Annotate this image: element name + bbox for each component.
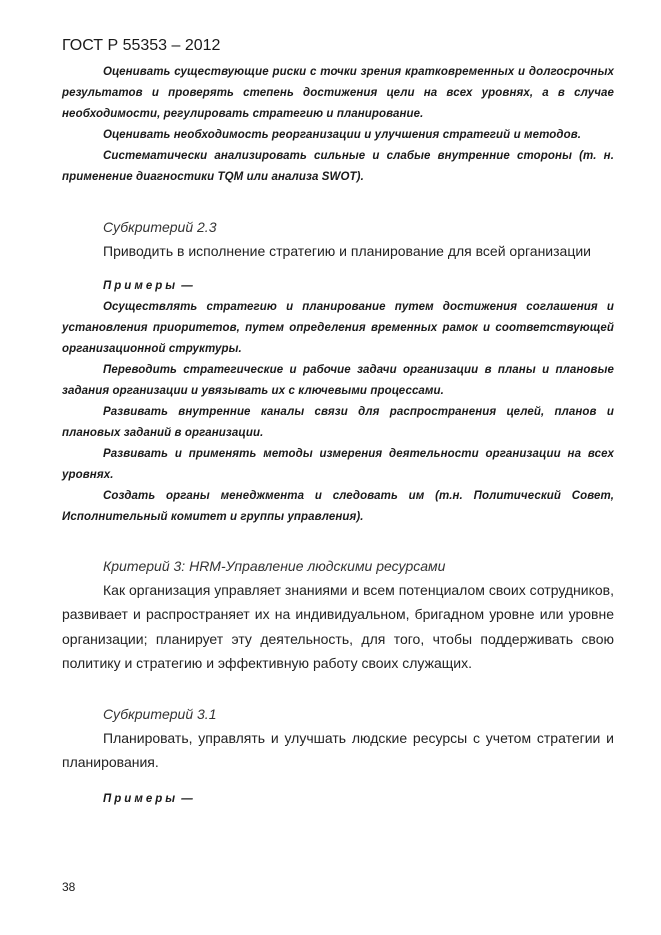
document-header: ГОСТ Р 55353 – 2012: [62, 37, 221, 54]
paragraph-assess-risks: Оценивать существующие риски с точки зрения кратковременных и долгосрочных результатов и проверять степень достижения цели на всех уровнях, а в случае необходимости, регулировать стратегию и планирование.: [62, 66, 614, 120]
paragraph-internal-channels: Развивать внутренние каналы связи для распространения целей, планов и плановых заданий в организации.: [62, 405, 614, 439]
examples-word: Примеры: [103, 792, 179, 805]
subcriterion-3-1-text: Планировать, управлять и улучшать людские ресурсы с учетом стратегии и планирования.: [62, 729, 614, 770]
paragraph-management-bodies: Создать органы менеджмента и следовать им (т.н. Политический Совет, Исполнительный комитет и группы управления).: [62, 489, 614, 523]
paragraph-translate-tasks: Переводить стратегические и рабочие задачи организации в планы и плановые задания организации и увязывать их с ключевыми процессами.: [62, 363, 614, 397]
criterion-3-heading: Критерий 3: HRM-Управление людскими ресурсами: [103, 557, 446, 574]
examples-dash: —: [181, 279, 193, 292]
examples-label-2: [62, 789, 614, 810]
page-content: [62, 62, 614, 810]
subcriterion-2-3-heading: Субкритерий 2.3: [103, 219, 217, 235]
examples-word: Примеры: [103, 279, 179, 292]
criterion-3-text: Как организация управляет знаниями и всем потенциалом своих сотрудников, развивает и распространяет их на индивидуальном, бригадном уровне или уровне организации; планирует эту деятельность, для того, чтобы поддерживать свою политику и стратегию и эффективную работу своих служащих.: [62, 581, 614, 671]
examples-dash: —: [181, 792, 193, 805]
paragraph-implement-strategy: Осуществлять стратегию и планирование путем достижения соглашения и установления приоритетов, путем определения временных рамок и соответствующей организационной структуры.: [62, 300, 614, 355]
paragraph-measurement-methods: Развивать и применять методы измерения деятельности организации на всех уровнях.: [62, 447, 614, 481]
subcriterion-3-1-heading: Субкритерий 3.1: [103, 705, 217, 722]
examples-label-1: [62, 276, 614, 297]
page-number: 38: [62, 880, 76, 894]
subcriterion-2-3-text: Приводить в исполнение стратегию и планирование для всей организации: [103, 243, 591, 259]
paragraph-swot: Систематически анализировать сильные и слабые внутренние стороны (т. н. применение диагностики TQM или анализа SWOT).: [62, 150, 614, 183]
paragraph-assess-reorganization: Оценивать необходимость реорганизации и улучшения стратегий и методов.: [103, 129, 582, 141]
